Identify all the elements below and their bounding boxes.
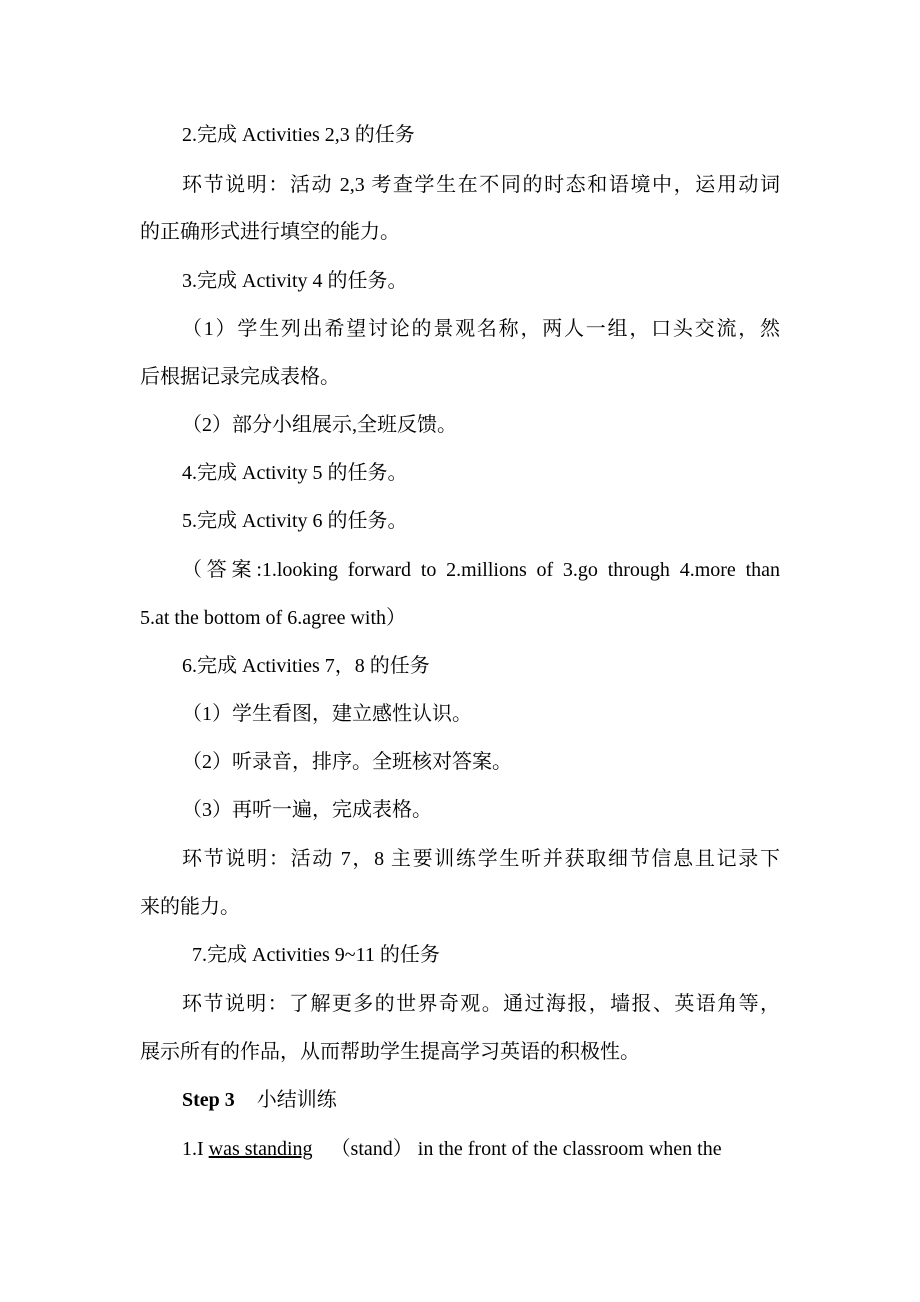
text-line: 2.完成 Activities 2,3 的任务 [182, 124, 415, 146]
exercise-prefix: 1.I [182, 1138, 209, 1160]
exercise-answer: was standing [208, 1138, 313, 1160]
step-heading [182, 1087, 780, 1113]
text-line: 5.完成 Activity 6 的任务。 [182, 510, 408, 532]
text-line: （2）部分小组展示,全班反馈。 [182, 414, 457, 436]
exercise-line [182, 1136, 780, 1162]
text-line: （3）再听一遍，完成表格。 [182, 799, 432, 821]
text-line: 来的能力。 [140, 896, 240, 918]
text-line: 3.完成 Activity 4 的任务。 [182, 270, 408, 292]
text-line: 后根据记录完成表格。 [140, 366, 340, 388]
text-line: （1）学生看图，建立感性认识。 [182, 703, 472, 725]
text-line: （1）学生列出希望讨论的景观名称，两人一组，口头交流，然 [182, 318, 780, 340]
step-title: 小结训练 [256, 1089, 337, 1111]
text-line: 5.at the bottom of 6.agree with） [140, 607, 407, 629]
text-line: （答案:1.looking forward to 2.millions of 3.go through 4.more than [182, 559, 780, 581]
text-line: 4.完成 Activity 5 的任务。 [182, 462, 408, 484]
text-line: 环节说明：了解更多的世界奇观。通过海报，墙报、英语角等， [182, 993, 780, 1015]
step-label: Step 3 [182, 1089, 235, 1111]
text-line: 的正确形式进行填空的能力。 [140, 221, 400, 243]
text-line: 环节说明：活动 7，8 主要训练学生听并获取细节信息且记录下 [182, 848, 780, 870]
text-line: 7.完成 Activities 9~11 的任务 [192, 944, 440, 966]
text-line: （2）听录音，排序。全班核对答案。 [182, 751, 512, 773]
text-line: 展示所有的作品，从而帮助学生提高学习英语的积极性。 [140, 1041, 640, 1063]
exercise-rest: （stand） in the front of the classroom when the [330, 1138, 722, 1160]
text-line: 6.完成 Activities 7，8 的任务 [182, 655, 430, 677]
text-line: 环节说明：活动 2,3 考查学生在不同的时态和语境中，运用动词 [182, 174, 780, 196]
